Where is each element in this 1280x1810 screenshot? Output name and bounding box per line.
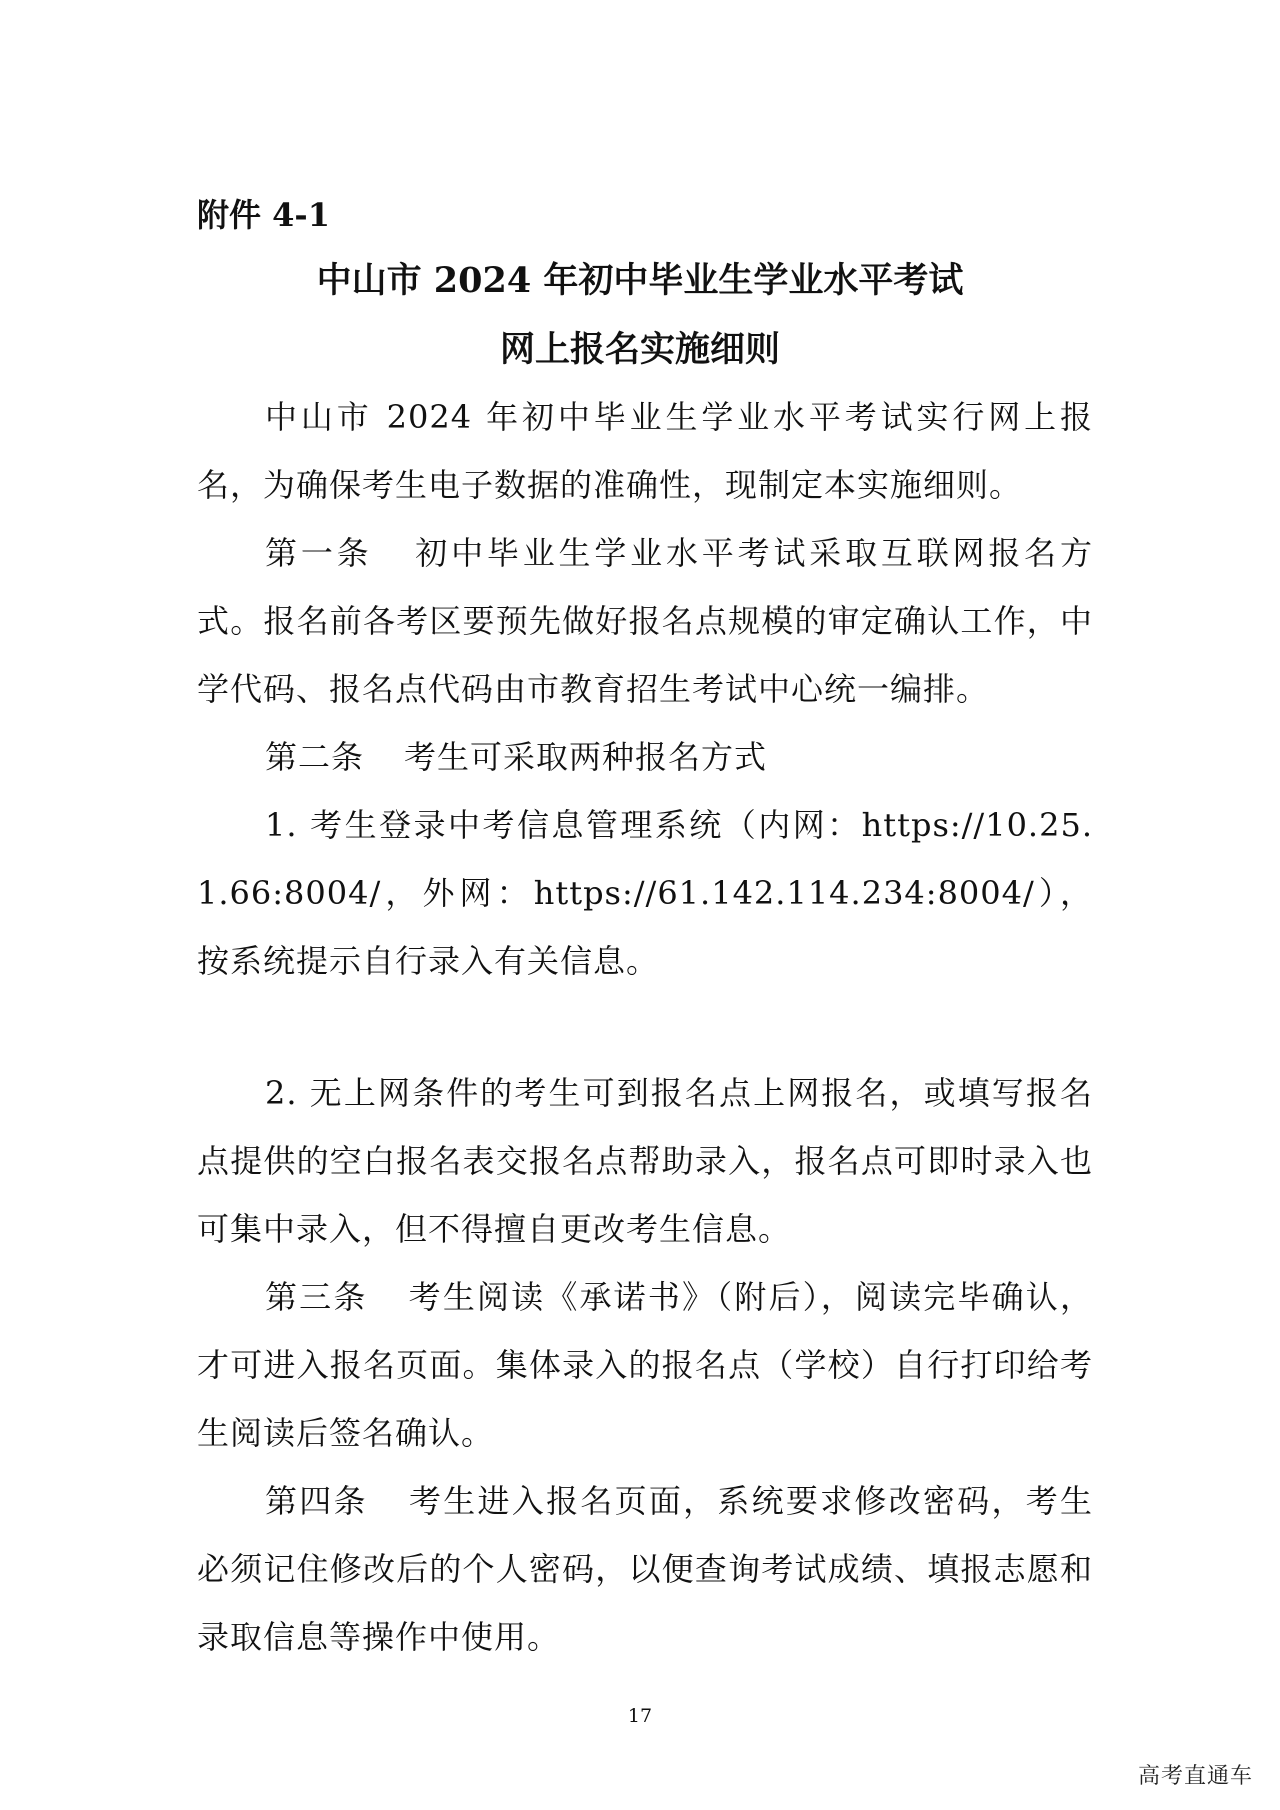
article-4-label: 第四条 [265,1482,368,1520]
article-3-paragraph [197,1263,1093,1467]
document-title-line-1: 中山市 2024 年初中毕业生学业水平考试 [316,260,964,301]
article-1-text: 初中毕业生学业水平考试采取互联网报名方式。报名前各考区要预先做好报名点规模的审定确认工作，中学代码、报名点代码由市教育招生考试中心统一编排。 [197,534,1093,708]
item-2-paragraph: 2. 无上网条件的考生可到报名点上网报名，或填写报名点提供的空白报名表交报名点帮助录入，报名点可即时录入也可集中录入，但不得擅自更改考生信息。 [197,1074,1093,1248]
article-4-text: 考生进入报名页面，系统要求修改密码，考生必须记住修改后的个人密码，以便查询考试成绩、填报志愿和录取信息等操作中使用。 [197,1482,1093,1656]
article-2-label: 第二条 [265,738,365,776]
article-3-label: 第三条 [265,1278,368,1316]
watermark-text: 高考直通车 [1137,1764,1253,1789]
article-1-label: 第一条 [265,534,373,572]
article-2-paragraph [197,723,1093,791]
article-1-paragraph [197,519,1093,723]
intro-paragraph: 中山市 2024 年初中毕业生学业水平考试实行网上报名，为确保考生电子数据的准确性，现制定本实施细则。 [197,398,1093,504]
article-3-text: 考生阅读《承诺书》（附后），阅读完毕确认，才可进入报名页面。集体录入的报名点（学校）自行打印给考生阅读后签名确认。 [197,1278,1093,1452]
item-1-paragraph: 1. 考生登录中考信息管理系统（内网：https://10.25.1.66:8004/，外网：https://61.142.114.234:8004/），按系统提示自行录入有关信息。 [197,806,1093,980]
page-number: 17 [627,1705,653,1727]
article-2-text: 考生可采取两种报名方式 [404,738,768,776]
attachment-label: 附件 4-1 [197,196,330,234]
document-title-line-2: 网上报名实施细则 [499,329,780,370]
article-4-paragraph [197,1467,1093,1671]
